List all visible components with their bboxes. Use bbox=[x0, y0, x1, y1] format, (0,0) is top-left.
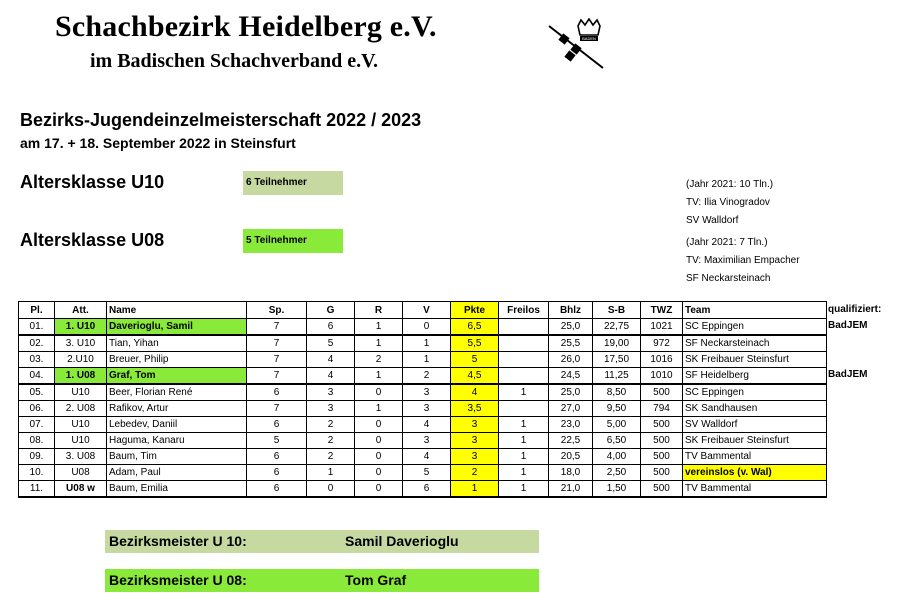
cell-twz: 500 bbox=[641, 433, 683, 449]
cell-place: 06. bbox=[19, 401, 55, 417]
cell-att: U10 bbox=[55, 417, 107, 433]
cell-wins: 4 bbox=[307, 368, 355, 385]
cell-buchholz: 25,0 bbox=[549, 384, 593, 401]
table-row bbox=[19, 352, 827, 368]
cell-team: TV Bammental bbox=[683, 481, 827, 498]
age-class-u10-label: Altersklasse U10 bbox=[20, 172, 165, 192]
cell-games: 7 bbox=[247, 368, 307, 385]
note-line: (Jahr 2021: 10 Tln.) bbox=[686, 179, 774, 190]
cell-twz: 500 bbox=[641, 465, 683, 481]
cell-wins: 3 bbox=[307, 401, 355, 417]
cell-place: 07. bbox=[19, 417, 55, 433]
winner-u08-name: Tom Graf bbox=[345, 572, 407, 588]
col-header-buchholz: Bhlz bbox=[549, 302, 593, 319]
cell-buchholz: 18,0 bbox=[549, 465, 593, 481]
cell-losses: 3 bbox=[403, 401, 451, 417]
table-header-row bbox=[19, 302, 827, 319]
cell-draws: 0 bbox=[355, 481, 403, 498]
cell-games: 7 bbox=[247, 319, 307, 336]
cell-losses: 3 bbox=[403, 433, 451, 449]
cell-team: TV Bammental bbox=[683, 449, 827, 465]
event-date: am 17. + 18. September 2022 in Steinsfurt bbox=[20, 135, 296, 151]
cell-bye: 1 bbox=[499, 465, 549, 481]
cell-att: U10 bbox=[55, 384, 107, 401]
cell-name: Baum, Emilia bbox=[107, 481, 247, 498]
cell-sonneborn-berger: 11,25 bbox=[593, 368, 641, 385]
col-header-losses: V bbox=[403, 302, 451, 319]
cell-buchholz: 23,0 bbox=[549, 417, 593, 433]
cell-draws: 2 bbox=[355, 352, 403, 368]
cell-att: U08 bbox=[55, 465, 107, 481]
cell-name: Rafikov, Artur bbox=[107, 401, 247, 417]
cell-draws: 1 bbox=[355, 401, 403, 417]
cell-name: Tian, Yihan bbox=[107, 335, 247, 352]
cell-team: SK Sandhausen bbox=[683, 401, 827, 417]
cell-points: 6,5 bbox=[451, 319, 499, 336]
col-header-att: Att. bbox=[55, 302, 107, 319]
table-row bbox=[19, 384, 827, 401]
age-class-u08-count: 5 Teilnehmer bbox=[243, 229, 343, 253]
col-header-bye: Freilos bbox=[499, 302, 549, 319]
note-line: SF Neckarsteinach bbox=[686, 273, 771, 284]
cell-wins: 6 bbox=[307, 319, 355, 336]
cell-points: 4,5 bbox=[451, 368, 499, 385]
cell-bye: 1 bbox=[499, 449, 549, 465]
cell-place: 09. bbox=[19, 449, 55, 465]
cell-sonneborn-berger: 9,50 bbox=[593, 401, 641, 417]
results-body bbox=[19, 319, 827, 498]
winner-u10-banner bbox=[105, 530, 539, 553]
table-row bbox=[19, 465, 827, 481]
cell-games: 6 bbox=[247, 384, 307, 401]
cell-draws: 0 bbox=[355, 465, 403, 481]
cell-team: SK Freibauer Steinsfurt bbox=[683, 352, 827, 368]
cell-losses: 1 bbox=[403, 352, 451, 368]
col-header-team: Team bbox=[683, 302, 827, 319]
cell-games: 7 bbox=[247, 335, 307, 352]
cell-place: 08. bbox=[19, 433, 55, 449]
cell-buchholz: 25,5 bbox=[549, 335, 593, 352]
cell-place: 03. bbox=[19, 352, 55, 368]
winner-u08-banner bbox=[105, 569, 539, 592]
col-header-points: Pkte bbox=[451, 302, 499, 319]
cell-points: 3 bbox=[451, 417, 499, 433]
cell-att: U08 w bbox=[55, 481, 107, 498]
cell-draws: 0 bbox=[355, 449, 403, 465]
table-row bbox=[19, 433, 827, 449]
cell-points: 4 bbox=[451, 384, 499, 401]
cell-points: 3 bbox=[451, 433, 499, 449]
cell-wins: 4 bbox=[307, 352, 355, 368]
cell-name: Beer, Florian René bbox=[107, 384, 247, 401]
note-line: TV: Ilia Vinogradov bbox=[686, 197, 770, 208]
cell-wins: 2 bbox=[307, 417, 355, 433]
cell-bye: 1 bbox=[499, 384, 549, 401]
cell-place: 04. bbox=[19, 368, 55, 385]
cell-losses: 6 bbox=[403, 481, 451, 498]
org-subtitle: im Badischen Schachverband e.V. bbox=[90, 50, 379, 72]
cell-twz: 972 bbox=[641, 335, 683, 352]
cell-wins: 2 bbox=[307, 449, 355, 465]
cell-name: Graf, Tom bbox=[107, 368, 247, 385]
cell-sonneborn-berger: 6,50 bbox=[593, 433, 641, 449]
cell-buchholz: 21,0 bbox=[549, 481, 593, 498]
cell-games: 6 bbox=[247, 417, 307, 433]
svg-text:BADEN: BADEN bbox=[582, 36, 596, 41]
cell-name: Breuer, Philip bbox=[107, 352, 247, 368]
cell-att: U10 bbox=[55, 433, 107, 449]
table-row bbox=[19, 368, 827, 385]
cell-bye: 1 bbox=[499, 417, 549, 433]
cell-wins: 2 bbox=[307, 433, 355, 449]
note-line: SV Walldorf bbox=[686, 215, 739, 226]
cell-team: SC Eppingen bbox=[683, 384, 827, 401]
age-class-u08-label: Altersklasse U08 bbox=[20, 230, 165, 250]
cell-att: 3. U10 bbox=[55, 335, 107, 352]
qualified-row-4: BadJEM bbox=[828, 369, 868, 380]
cell-sonneborn-berger: 17,50 bbox=[593, 352, 641, 368]
org-title: Schachbezirk Heidelberg e.V. bbox=[55, 10, 437, 43]
col-header-wins: G bbox=[307, 302, 355, 319]
cell-games: 5 bbox=[247, 433, 307, 449]
col-header-sonneborn-berger: S-B bbox=[593, 302, 641, 319]
qualified-header: qualifiziert: bbox=[828, 304, 882, 315]
col-header-name: Name bbox=[107, 302, 247, 319]
cell-att: 1. U10 bbox=[55, 319, 107, 336]
col-header-games: Sp. bbox=[247, 302, 307, 319]
cell-name: Lebedev, Daniil bbox=[107, 417, 247, 433]
cell-games: 6 bbox=[247, 481, 307, 498]
cell-losses: 5 bbox=[403, 465, 451, 481]
cell-losses: 4 bbox=[403, 417, 451, 433]
qualified-row-1: BadJEM bbox=[828, 320, 868, 331]
cell-sonneborn-berger: 5,00 bbox=[593, 417, 641, 433]
cell-team: SF Heidelberg bbox=[683, 368, 827, 385]
table-row bbox=[19, 335, 827, 352]
cell-name: Baum, Tim bbox=[107, 449, 247, 465]
cell-att: 2. U08 bbox=[55, 401, 107, 417]
cell-twz: 1010 bbox=[641, 368, 683, 385]
cell-bye bbox=[499, 401, 549, 417]
cell-games: 6 bbox=[247, 449, 307, 465]
age-class-u10-count: 6 Teilnehmer bbox=[243, 171, 343, 195]
cell-points: 5,5 bbox=[451, 335, 499, 352]
cell-games: 7 bbox=[247, 352, 307, 368]
cell-place: 10. bbox=[19, 465, 55, 481]
cell-losses: 4 bbox=[403, 449, 451, 465]
cell-buchholz: 26,0 bbox=[549, 352, 593, 368]
note-line: TV: Maximilian Empacher bbox=[686, 255, 800, 266]
cell-games: 7 bbox=[247, 401, 307, 417]
cell-wins: 3 bbox=[307, 384, 355, 401]
cell-sonneborn-berger: 19,00 bbox=[593, 335, 641, 352]
cell-draws: 0 bbox=[355, 384, 403, 401]
cell-draws: 0 bbox=[355, 433, 403, 449]
cell-att: 2.U10 bbox=[55, 352, 107, 368]
cell-buchholz: 25,0 bbox=[549, 319, 593, 336]
cell-name: Daverioglu, Samil bbox=[107, 319, 247, 336]
table-row bbox=[19, 401, 827, 417]
cell-points: 3,5 bbox=[451, 401, 499, 417]
cell-bye bbox=[499, 335, 549, 352]
table-row bbox=[19, 481, 827, 498]
cell-sonneborn-berger: 4,00 bbox=[593, 449, 641, 465]
cell-team: SV Walldorf bbox=[683, 417, 827, 433]
cell-draws: 0 bbox=[355, 417, 403, 433]
table-row bbox=[19, 417, 827, 433]
cell-points: 2 bbox=[451, 465, 499, 481]
cell-twz: 500 bbox=[641, 417, 683, 433]
cell-twz: 500 bbox=[641, 481, 683, 498]
chess-federation-logo bbox=[545, 18, 607, 70]
cell-sonneborn-berger: 1,50 bbox=[593, 481, 641, 498]
cell-place: 01. bbox=[19, 319, 55, 336]
cell-sonneborn-berger: 22,75 bbox=[593, 319, 641, 336]
cell-name: Haguma, Kanaru bbox=[107, 433, 247, 449]
cell-losses: 1 bbox=[403, 335, 451, 352]
crown-chessboard-icon bbox=[545, 18, 607, 70]
col-header-draws: R bbox=[355, 302, 403, 319]
cell-twz: 1021 bbox=[641, 319, 683, 336]
cell-bye bbox=[499, 368, 549, 385]
cell-team: SC Eppingen bbox=[683, 319, 827, 336]
table-row bbox=[19, 319, 827, 336]
table-row bbox=[19, 449, 827, 465]
results-table bbox=[18, 301, 827, 498]
cell-place: 05. bbox=[19, 384, 55, 401]
age-class-u08-note bbox=[686, 234, 800, 288]
event-title: Bezirks-Jugendeinzelmeisterschaft 2022 / 2023 bbox=[20, 110, 422, 130]
cell-points: 5 bbox=[451, 352, 499, 368]
cell-points: 1 bbox=[451, 481, 499, 498]
winner-u10-name: Samil Daverioglu bbox=[345, 533, 459, 549]
cell-team: SF Neckarsteinach bbox=[683, 335, 827, 352]
col-header-place: Pl. bbox=[19, 302, 55, 319]
cell-att: 3. U08 bbox=[55, 449, 107, 465]
cell-losses: 0 bbox=[403, 319, 451, 336]
cell-draws: 1 bbox=[355, 335, 403, 352]
cell-twz: 1016 bbox=[641, 352, 683, 368]
cell-draws: 1 bbox=[355, 319, 403, 336]
col-header-twz: TWZ bbox=[641, 302, 683, 319]
cell-draws: 1 bbox=[355, 368, 403, 385]
cell-bye bbox=[499, 319, 549, 336]
cell-buchholz: 27,0 bbox=[549, 401, 593, 417]
cell-att: 1. U08 bbox=[55, 368, 107, 385]
cell-bye bbox=[499, 352, 549, 368]
cell-losses: 2 bbox=[403, 368, 451, 385]
cell-name: Adam, Paul bbox=[107, 465, 247, 481]
winner-u08-label: Bezirksmeister U 08: bbox=[109, 572, 247, 588]
cell-team: vereinslos (v. Wal) bbox=[683, 465, 827, 481]
cell-buchholz: 22,5 bbox=[549, 433, 593, 449]
cell-bye: 1 bbox=[499, 481, 549, 498]
cell-games: 6 bbox=[247, 465, 307, 481]
cell-twz: 500 bbox=[641, 449, 683, 465]
cell-wins: 1 bbox=[307, 465, 355, 481]
cell-place: 02. bbox=[19, 335, 55, 352]
cell-twz: 500 bbox=[641, 384, 683, 401]
cell-buchholz: 24,5 bbox=[549, 368, 593, 385]
cell-losses: 3 bbox=[403, 384, 451, 401]
cell-bye: 1 bbox=[499, 433, 549, 449]
cell-buchholz: 20,5 bbox=[549, 449, 593, 465]
cell-wins: 0 bbox=[307, 481, 355, 498]
cell-place: 11. bbox=[19, 481, 55, 498]
cell-sonneborn-berger: 8,50 bbox=[593, 384, 641, 401]
cell-team: SK Freibauer Steinsfurt bbox=[683, 433, 827, 449]
cell-sonneborn-berger: 2,50 bbox=[593, 465, 641, 481]
cell-points: 3 bbox=[451, 449, 499, 465]
winner-u10-label: Bezirksmeister U 10: bbox=[109, 533, 247, 549]
cell-wins: 5 bbox=[307, 335, 355, 352]
note-line: (Jahr 2021: 7 Tln.) bbox=[686, 237, 768, 248]
age-class-u10-note bbox=[686, 176, 773, 230]
cell-twz: 794 bbox=[641, 401, 683, 417]
